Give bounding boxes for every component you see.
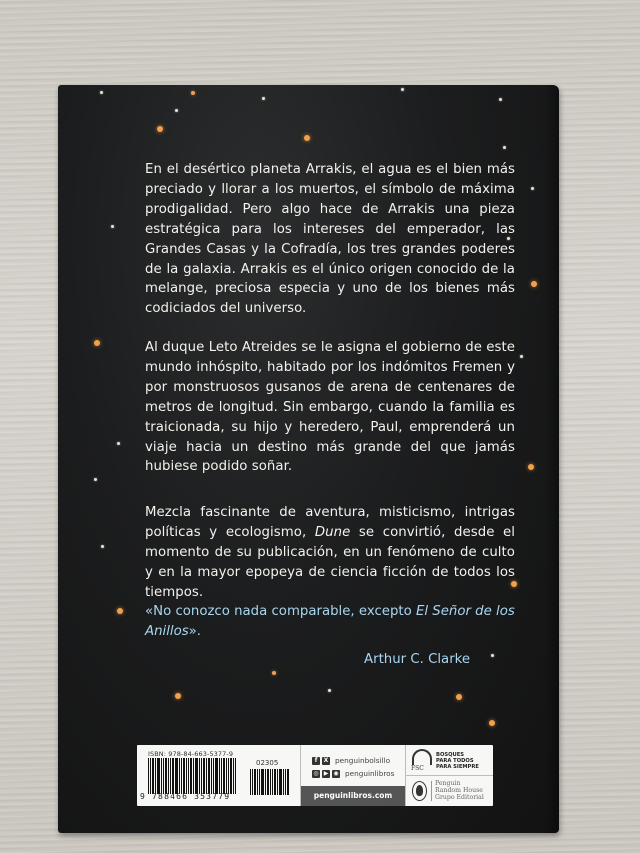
barcode-bar	[157, 758, 160, 794]
barcode-bar	[287, 769, 289, 795]
barcode-bar	[219, 758, 220, 794]
barcode-bar	[165, 758, 167, 794]
barcode-bar	[228, 758, 229, 794]
barcode-bar	[181, 758, 182, 794]
star-dot	[456, 694, 462, 700]
star-dot	[111, 225, 114, 228]
barcode-bar	[270, 769, 271, 795]
barcode-bar	[183, 758, 185, 794]
fsc-slogan-line: PARA SIEMPRE	[436, 763, 479, 770]
social-handle: penguinbolsillo	[335, 756, 391, 765]
website-text: penguinlibros.com	[301, 786, 405, 806]
barcode-bar	[235, 758, 236, 794]
barcode-bar	[265, 769, 266, 795]
book-title-italic: Dune	[314, 524, 351, 540]
barcode-bar	[193, 758, 194, 794]
barcode-section	[137, 745, 301, 806]
barcode-bar	[277, 769, 278, 795]
quote-after: ».	[188, 624, 202, 639]
publisher-name	[435, 780, 484, 801]
barcode-bar	[152, 758, 154, 794]
barcode-bar	[188, 758, 189, 794]
barcode-bar	[230, 758, 232, 794]
fsc-slogan	[436, 753, 479, 770]
publisher-line: Grupo Editorial	[435, 794, 484, 801]
quote-title: El Señor de los Anillos	[145, 604, 515, 639]
fsc-tree-icon	[412, 749, 432, 765]
barcode-bar	[168, 758, 169, 794]
star-dot	[520, 355, 523, 358]
star-dot	[304, 135, 310, 141]
barcode-bar	[155, 758, 156, 794]
fsc-slogan-line: BOSQUES	[436, 752, 465, 758]
barcode-bar	[285, 769, 286, 795]
star-dot	[94, 478, 97, 481]
blurb-paragraph-2: Al duque Leto Atreides se le asigna el gobierno de este mundo inhóspito, habitado por los indómitos Fremen y por monstruosos gusanos de arena de centenares de metros de longitud. Sin embargo, cuando la familia es traicionada, su hijo y heredero, Paul, emprenderá un viaje hacia un destino más grande del que jamás hubiese podido soñar.	[145, 340, 515, 475]
barcode-bar	[150, 758, 151, 794]
barcode-bar	[261, 769, 264, 795]
barcode-bar	[208, 758, 210, 794]
x-icon: X	[323, 756, 329, 764]
barcode-bar	[190, 758, 192, 794]
star-dot	[401, 88, 404, 91]
instagram-icon: ◎	[313, 769, 319, 777]
barcode-bar	[203, 758, 205, 794]
barcode-bar	[226, 758, 227, 794]
fsc-slogan-line: PARA TODOS	[436, 757, 474, 764]
barcode-bar	[206, 758, 207, 794]
barcode-bar	[179, 758, 180, 794]
barcode-bar	[199, 758, 200, 794]
spotify-icon: ◉	[333, 769, 339, 777]
barcode-bar	[223, 758, 225, 794]
barcode-bar	[257, 769, 258, 795]
addon-barcode	[250, 769, 290, 795]
star-dot	[117, 442, 120, 445]
barcode-bar	[272, 769, 273, 795]
youtube-icon: ▶	[323, 769, 329, 777]
social-row-libros	[312, 769, 394, 778]
barcode-bar	[254, 769, 256, 795]
blurb-paragraph-3	[145, 503, 515, 603]
star-dot	[499, 98, 502, 101]
barcode-label	[137, 745, 493, 806]
fsc-block	[406, 745, 493, 776]
ean-digits: 9 788466 353779	[140, 792, 231, 801]
star-dot	[531, 187, 534, 190]
barcode-bar	[170, 758, 171, 794]
barcode-bar	[175, 758, 178, 794]
star-dot	[328, 689, 331, 692]
barcode-bar	[215, 758, 218, 794]
star-dot	[531, 281, 537, 287]
star-dot	[491, 654, 494, 657]
barcode-bar	[211, 758, 212, 794]
barcode-bar	[161, 758, 162, 794]
star-dot	[175, 693, 181, 699]
quote-before: «No conozco nada comparable, excepto	[145, 604, 416, 619]
barcode-bar	[259, 769, 260, 795]
star-dot	[117, 608, 123, 614]
ean-barcode	[148, 758, 242, 794]
barcode-bar	[274, 769, 276, 795]
penguin-logo-icon	[412, 781, 427, 801]
social-handle: penguinlibros	[345, 769, 395, 778]
addon-code: 02305	[256, 759, 279, 767]
star-dot	[94, 340, 100, 346]
publisher-line: Random House	[435, 787, 483, 794]
barcode-bar	[213, 758, 214, 794]
star-dot	[157, 126, 163, 132]
barcode-bar	[148, 758, 149, 794]
blurb-paragraph-1: En el desértico planeta Arrakis, el agua es el bien más preciado y llorar a los muertos, el símbolo de máxima prodigalidad. Pero algo hace de Arrakis una pieza estratégica para los intereses del emperador, las Grandes Casas y la Cofradía, los tres grandes poderes de la galaxia. Arrakis es el único origen conocido de la melange, preciosa especia y uno de los bienes más codiciados del universo.	[145, 162, 515, 317]
star-dot	[272, 671, 276, 675]
barcode-bar	[221, 758, 222, 794]
star-dot	[489, 720, 495, 726]
barcode-bar	[283, 769, 284, 795]
barcode-bar	[172, 758, 174, 794]
star-dot	[100, 91, 103, 94]
quote-author: Arthur C. Clarke	[364, 652, 471, 667]
endorsement-quote	[145, 602, 515, 642]
star-dot	[191, 91, 195, 95]
star-dot	[175, 109, 178, 112]
barcode-bar	[163, 758, 164, 794]
publisher-line: Penguin	[435, 780, 461, 787]
social-section	[301, 745, 406, 806]
barcode-bar	[267, 769, 269, 795]
logos-section	[406, 745, 493, 806]
p3-text-before: Mezcla fascinante de aventura, misticismo, intrigas políticas y ecologismo,	[145, 505, 515, 540]
isbn-text: ISBN: 978-84-663-5377-9	[148, 750, 234, 758]
fsc-mark: FSC	[411, 765, 424, 772]
barcode-bar	[279, 769, 282, 795]
barcode-bar	[201, 758, 202, 794]
facebook-icon: f	[312, 757, 320, 765]
barcode-bar	[195, 758, 198, 794]
barcode-bar	[233, 758, 234, 794]
barcode-bar	[252, 769, 253, 795]
star-dot	[262, 97, 265, 100]
star-dot	[503, 146, 506, 149]
divider	[431, 781, 432, 801]
barcode-bar	[186, 758, 187, 794]
social-row-bolsillo	[312, 756, 390, 765]
p3-text-after: se convirtió, desde el momento de su publicación, en un fenómeno de culto y en la mayor epopeya de ciencia ficción de todos los tiempos.	[145, 524, 515, 600]
barcode-bar	[250, 769, 251, 795]
star-dot	[101, 545, 104, 548]
star-dot	[528, 464, 534, 470]
